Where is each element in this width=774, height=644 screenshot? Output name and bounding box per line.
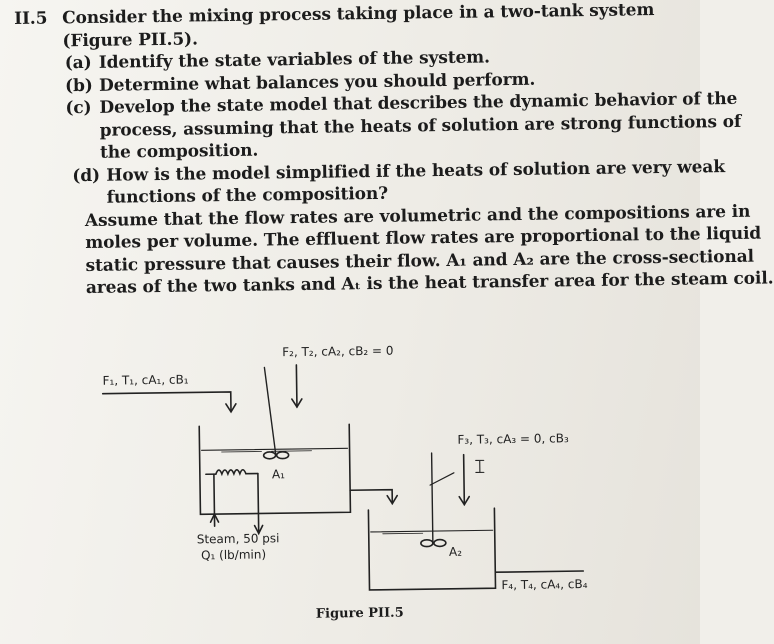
agitator-2-blade — [421, 540, 433, 547]
tank-2-area-label: A₂ — [448, 544, 463, 559]
agitator-1-shaft — [264, 367, 275, 453]
steam-label: Steam, 50 psi — [196, 531, 280, 547]
two-tank-figure — [80, 332, 624, 640]
assumption-line-3: static pressure that causes their flow. A₁ and A₂ are the cross-sectional — [85, 246, 755, 276]
problem-intro-cont: (Figure PII.5). — [62, 28, 198, 51]
stream-1-label: F₁, T₁, cA₁, cB₁ — [102, 372, 189, 388]
transfer-pipe — [350, 490, 392, 505]
problem-statement — [14, 0, 774, 300]
part-text: Determine what balances you should perform. — [98, 69, 536, 96]
part-c-cont-1: process, assuming that the heats of solution are strong functions of — [99, 111, 742, 141]
part-text: Develop the state model that describes the dynamic behavior of the — [99, 88, 738, 118]
part-d-cont: functions of the composition? — [106, 183, 389, 208]
stream-2-label: F₂, T₂, cA₂, cB₂ = 0 — [282, 343, 394, 360]
steam-coil — [216, 470, 246, 474]
feed-1-pipe — [103, 392, 231, 412]
feed-3-line — [464, 455, 465, 505]
figure-caption: Figure PII.5 — [315, 605, 404, 622]
problem-intro: Consider the mixing process taking place in a two-tank system — [62, 0, 655, 29]
part-label: (d) — [72, 165, 101, 186]
problem-number: II.5 — [14, 8, 48, 29]
steam-out-line — [258, 474, 259, 534]
assumption-line-1: Assume that the flow rates are volumetric and the compositions are in — [84, 201, 751, 231]
tank-2-liquid-level — [371, 530, 493, 532]
assumption-line-4: areas of the two tanks and Aₜ is the heat transfer area for the steam coil. — [85, 268, 774, 299]
stream-3-label: F₃, T₃, cA₃ = 0, cB₃ — [457, 431, 569, 447]
part-label: (a) — [64, 52, 92, 74]
part-text: Identify the state variables of the system. — [98, 47, 491, 73]
agitator-1-blade — [264, 452, 276, 459]
agitator-2-shaft — [432, 453, 433, 541]
tank-1-area-label: A₁ — [271, 467, 286, 482]
steam-in-line — [214, 474, 215, 526]
part-c-cont-2: the composition. — [99, 140, 259, 163]
part-label: (b) — [64, 75, 93, 96]
steam-rate-label: Q₁ (lb/min) — [200, 547, 267, 563]
feed-2-line — [296, 365, 297, 407]
assumption-line-2: moles per volume. The effluent flow rates are proportional to the liquid — [85, 223, 762, 254]
outlet-pipe — [495, 571, 583, 572]
stream-4-label: F₄, T₄, cA₄, cB₄ — [501, 576, 588, 593]
part-text: How is the model simplified if the heats of solution are very weak — [106, 156, 726, 186]
part-label: (c) — [65, 97, 92, 119]
